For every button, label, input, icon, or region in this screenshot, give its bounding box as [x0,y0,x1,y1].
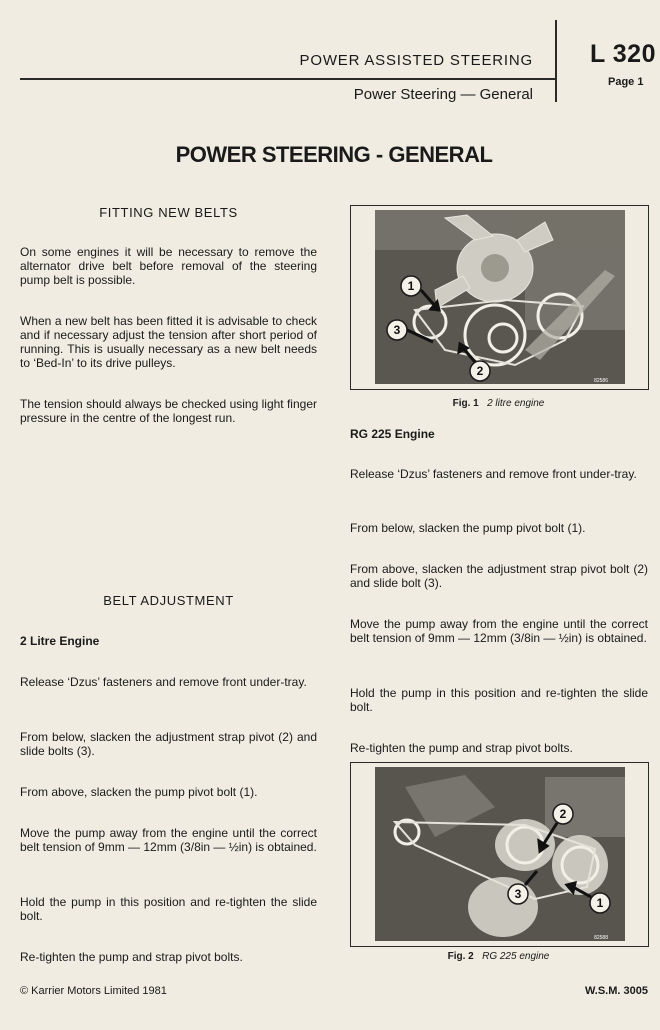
adjust-step-5: Hold the pump in this position and re-tighten the slide bolt. [20,895,317,923]
rg225-step-4: Move the pump away from the engine until the correct belt tension of 9mm — 12mm (3/8in — ½in) is obtained. [350,617,648,645]
figure-2-photo [375,767,625,941]
page-title: POWER STEERING - GENERAL [175,142,493,167]
header-rule [20,78,555,80]
figure-1-code: 82586 [594,378,608,384]
adjust-step-2: From below, slacken the adjustment strap pivot (2) and slide bolts (3). [20,730,317,758]
figure-2-frame [350,762,649,947]
figure-1-frame [350,205,649,390]
engine-heading-2-litre: 2 Litre Engine [20,634,100,648]
engine-rg225-illustration [375,767,625,941]
figure-1-caption-label: Fig. 1 [452,398,479,409]
header-divider [555,20,557,102]
engine-2-litre-illustration [375,210,625,384]
rg225-step-1: Release ‘Dzus’ fasteners and remove front under-tray. [350,467,637,481]
adjust-step-1: Release ‘Dzus’ fasteners and remove front under-tray. [20,675,307,689]
fitting-para-2: When a new belt has been fitted it is advisable to check and if necessary adjust the tension after short period of running. This is usually necessary as a new belt needs to ‘Bed-In’ to its drive pulleys. [20,314,317,370]
subsection-title: Power Steering — General [353,86,533,103]
figure-1-photo [375,210,625,384]
page-number: Page 1 [608,76,644,88]
section-title: POWER ASSISTED STEERING [299,52,533,69]
belt-adjustment-heading: BELT ADJUSTMENT [103,593,234,608]
figure-2-caption-label: Fig. 2 [447,951,474,962]
adjust-step-6: Re-tighten the pump and strap pivot bolts. [20,950,243,964]
rg225-step-5: Hold the pump in this position and re-tighten the slide bolt. [350,686,648,714]
figure-1-caption [350,398,647,409]
section-code: L 320 [590,40,656,68]
figure-1-callout-3: 3 [393,323,401,337]
fitting-para-3: The tension should always be checked using light finger pressure in the centre of the longest run. [20,397,317,425]
engine-heading-rg225: RG 225 Engine [350,427,435,441]
rg225-step-2: From below, slacken the pump pivot bolt (1). [350,521,586,535]
figure-1-callout-2: 2 [476,364,484,378]
figure-1-callout-1: 1 [407,279,415,293]
manual-code: W.S.M. 3005 [585,985,648,997]
figure-2-caption-text: RG 225 engine [482,951,550,962]
figure-1-caption-text: 2 litre engine [487,398,545,409]
adjust-step-4: Move the pump away from the engine until the correct belt tension of 9mm — 12mm (3/8in — ½in) is obtained. [20,826,317,854]
rg225-step-6: Re-tighten the pump and strap pivot bolts. [350,741,573,755]
rg225-step-3: From above, slacken the adjustment strap pivot bolt (2) and slide bolt (3). [350,562,648,590]
figure-2-code: 82588 [594,935,608,941]
figure-2-callout-1: 1 [596,896,604,910]
fitting-para-1: On some engines it will be necessary to remove the alternator drive belt before removal of the steering pump belt is possible. [20,245,317,287]
copyright-notice: © Karrier Motors Limited 1981 [20,985,167,997]
figure-2-caption [350,951,647,962]
adjust-step-3: From above, slacken the pump pivot bolt (1). [20,785,258,799]
fitting-heading: FITTING NEW BELTS [99,205,238,220]
figure-2-callout-3: 3 [514,887,522,901]
figure-2-callout-2: 2 [559,807,567,821]
